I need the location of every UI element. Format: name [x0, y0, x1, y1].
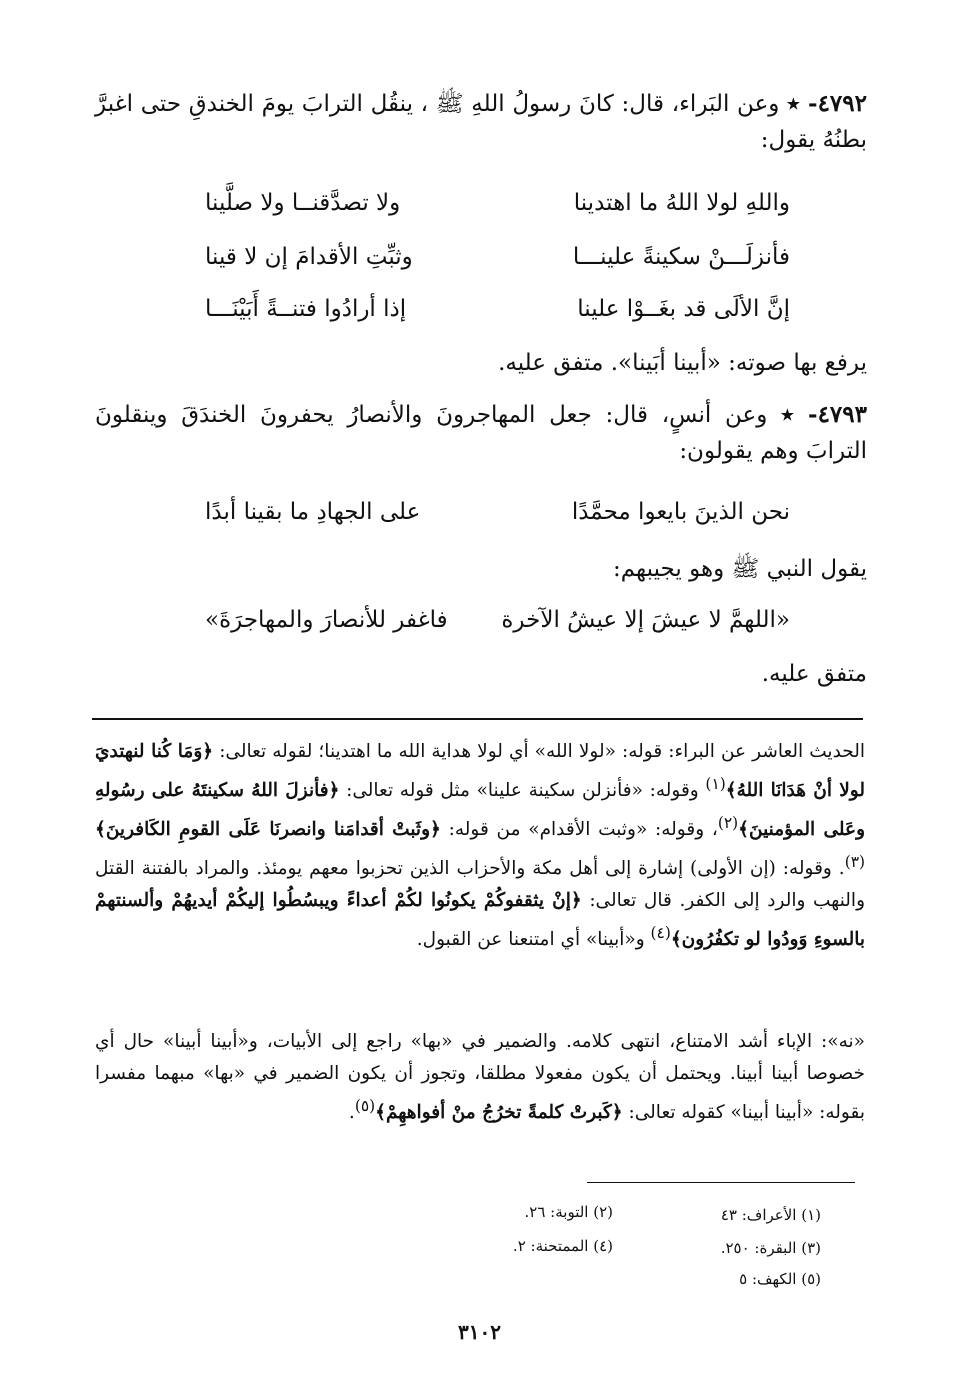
quran-quote: ﴿وَمَا كُنا لنهتديَ لولا أنْ هَدَانَا اللهُ﴾: [95, 741, 865, 802]
quran-quote: ﴿فأنزلَ اللهُ سكينتَهُ على رسُولهِ وعَلى المؤمنينَ﴾: [95, 780, 866, 841]
footnote: (١) الأعراف: ٤٣: [720, 1206, 821, 1224]
commentary-text: ، وقوله: «وثبت الأقدام» من قوله:: [440, 819, 718, 841]
footnote: (٢) التوبة: ٢٦.: [524, 1203, 613, 1221]
footnote-ref: (١): [705, 775, 726, 793]
commentary-text: «نه»: الإباء أشد الامتناع، انتهى كلامه. والضمير في «بها» راجع إلى الأبيات، و«أبينا أبينا» حال أي خصوصا أبينا أبينا. ويحتمل أن يكون مفعولا مطلقا، وتجوز أن يكون الضمير في «بها» مبهما مفسرا بقوله: «أبينا أبينا» كقوله تعالى:: [95, 1031, 865, 1124]
footnotes-divider: [587, 1182, 855, 1183]
commentary-paragraph: [95, 736, 865, 957]
verse-left-hemistich: ولا تصدَّقنــا ولا صلَّينا: [205, 190, 401, 216]
commentary-text: و«أبينا» أي امتنعنا عن القبول.: [416, 929, 651, 951]
quran-quote: ﴿كَبرتْ كلمةً تخرُجُ منْ أفواههِمْ﴾: [375, 1102, 623, 1124]
footnote-ref: (٣): [844, 853, 865, 872]
footnote-ref: (٢): [717, 814, 739, 833]
verse-line: [150, 183, 790, 223]
section-divider: [92, 718, 863, 720]
verse-left-hemistich: فاغفر للأنصارَ والمهاجرَةَ»: [205, 607, 448, 633]
verse-line: [150, 289, 790, 329]
commentary-text: الحديث العاشر عن البراء: قوله: «لولا الله» أي لولا هداية الله ما اهتدينا؛ لقوله تعالى:: [213, 741, 865, 762]
hadith-4793-intro: [95, 397, 867, 469]
verse-left-hemistich: إذا أرادُوا فتنــةً أَبَيْنَـــا: [205, 296, 407, 322]
footnote-ref: (٤): [650, 924, 671, 943]
hadith-number: ٤٧٩٣- ٭: [781, 401, 867, 428]
hadith-number: ٤٧٩٢- ٭: [787, 90, 867, 117]
footnote: (٣) البقرة: ٢٥٠.: [720, 1239, 821, 1257]
quran-quote: ﴿إنْ يثقفوكُمْ يكونُوا لكُمْ أعداءً ويبسُطُوا إليكُمْ أيديهُمْ وألسنتهمْ بالسوءِ وَودُوا لو تكفُرُون﴾: [95, 890, 865, 951]
hadith-text: وعن أنسٍ، قال: جعل المهاجرونَ والأنصارُ يحفرونَ الخندَقَ وينقلونَ الترابَ وهم يقولون:: [95, 402, 867, 464]
page-number: ٣١٠٢: [458, 1320, 501, 1344]
verse-right-hemistich: «اللهمَّ لا عيشَ إلا عيشُ الآخرة: [501, 607, 790, 633]
quran-quote: ﴿وثَبتْ أقدامَنا وانصرنَا عَلَى القومِ الكَافرينَ﴾: [95, 819, 441, 841]
verse-left-hemistich: وثبِّتِ الأقدامَ إن لا قينا: [205, 244, 413, 270]
commentary-text: . وقوله: (إن الأولى) إشارة إلى أهل مكة والأحزاب الذين تحزبوا معهم يومئذ. والمراد بالفتنة القتل والنهب والرد إلى الكفر. قال تعالى:: [95, 858, 866, 912]
verse-right-hemistich: واللهِ لولا اللهُ ما اهتدينا: [573, 190, 790, 216]
commentary-text: وقوله: «فأنزلن سكينة علينا» مثل قوله تعالى:: [339, 780, 706, 802]
reply-intro: يقول النبي ﷺ وهو يجيبهم:: [612, 556, 867, 582]
footnote-ref: (٥): [354, 1097, 376, 1115]
hadith-4793-closing: متفق عليه.: [761, 661, 867, 687]
commentary-text: .: [348, 1102, 355, 1124]
hadith-4792-intro: [95, 86, 867, 158]
verse-right-hemistich: فأنزلَـــنْ سكينةً علينـــا: [572, 244, 790, 270]
hadith-4792-closing: يرفع بها صوته: «أبينا أبَينا». متفق عليه.: [498, 350, 867, 376]
verse-line: [150, 492, 790, 532]
verse-right-hemistich: إنَّ الألَى قد بغَــوْا علينا: [577, 296, 790, 322]
verse-line: [150, 600, 790, 640]
verse-right-hemistich: نحن الذينَ بايعوا محمَّدًا: [571, 499, 790, 525]
verse-line: [150, 237, 790, 277]
footnote: (٤) الممتحنة: ٢.: [512, 1237, 613, 1255]
footnote: (٥) الكهف: ٥: [739, 1270, 821, 1288]
commentary-paragraph: [95, 1026, 865, 1129]
verse-left-hemistich: على الجهادِ ما بقينا أبدًا: [205, 499, 421, 525]
hadith-text: وعن البَراء، قال: كانَ رسولُ اللهِ ﷺ ، ينقُل الترابَ يومَ الخندقِ حتى اغبرَّ بطنُهُ يقول:: [95, 91, 867, 153]
